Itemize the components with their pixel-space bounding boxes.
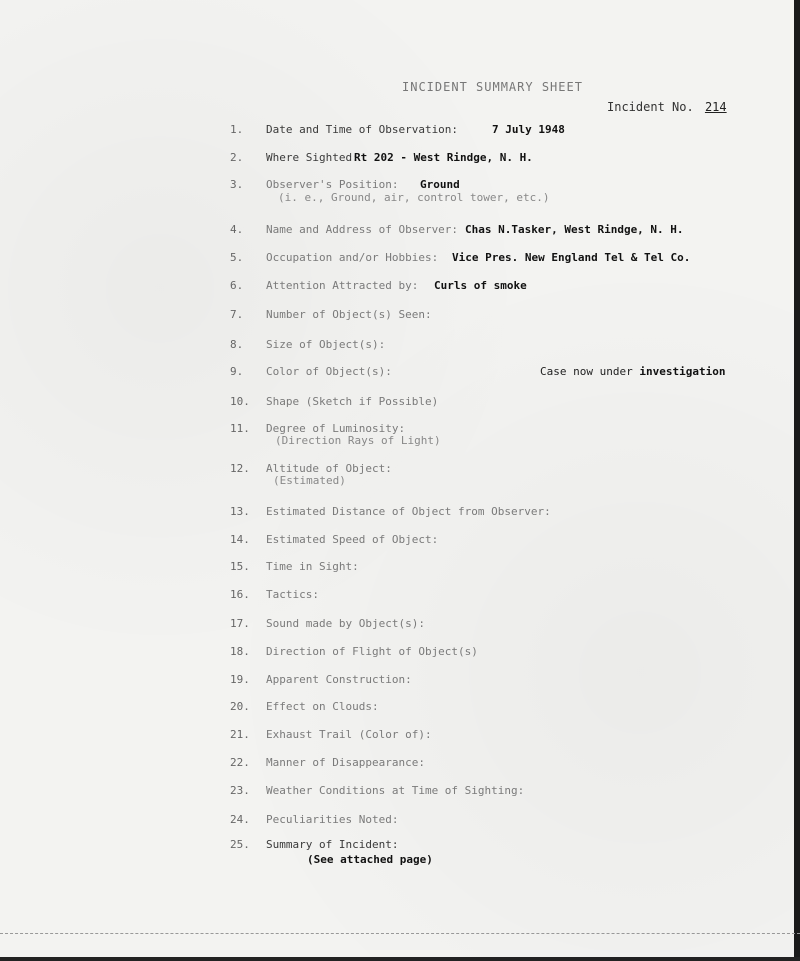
- item-number: 8.: [230, 338, 244, 351]
- item-subnote: (Estimated): [273, 474, 346, 487]
- item-number: 19.: [230, 673, 250, 686]
- incident-number: 214: [704, 100, 727, 114]
- item-number: 14.: [230, 533, 250, 546]
- item-number: 5.: [230, 251, 244, 264]
- summary-subnote: (See attached page): [307, 853, 433, 866]
- incident-label: Incident No.: [607, 100, 694, 114]
- item-label: Manner of Disappearance:: [266, 756, 425, 769]
- item-number: 24.: [230, 813, 250, 826]
- page-title: INCIDENT SUMMARY SHEET: [402, 80, 583, 94]
- item-label: Where Sighted:: [266, 151, 359, 164]
- item-number: 23.: [230, 784, 250, 797]
- incident-number-block: [607, 100, 741, 114]
- scan-edge-bottom: [0, 957, 800, 961]
- item-number: 18.: [230, 645, 250, 658]
- side-note: [540, 365, 725, 378]
- item-value: Curls of smoke: [434, 279, 527, 292]
- item-subnote: (i. e., Ground, air, control tower, etc.): [278, 191, 550, 204]
- item-number: 17.: [230, 617, 250, 630]
- item-number: 6.: [230, 279, 244, 292]
- item-label: Date and Time of Observation:: [266, 123, 459, 136]
- side-note-prefix: Case now under: [540, 365, 640, 378]
- item-number: 10.: [230, 395, 250, 408]
- item-number: 2.: [230, 151, 244, 164]
- scan-edge-right: [794, 0, 800, 961]
- item-label: Estimated Speed of Object:: [266, 533, 439, 546]
- item-value: Vice Pres. New England Tel & Tel Co.: [452, 251, 691, 264]
- item-label: Color of Object(s):: [266, 365, 392, 378]
- item-label: Summary of Incident:: [266, 838, 399, 851]
- item-number: 11.: [230, 422, 250, 435]
- item-label: Tactics:: [266, 588, 319, 601]
- item-number: 4.: [230, 223, 244, 236]
- item-number: 16.: [230, 588, 250, 601]
- item-number: 15.: [230, 560, 250, 573]
- item-label: Apparent Construction:: [266, 673, 412, 686]
- item-label: Peculiarities Noted:: [266, 813, 399, 826]
- item-label: Occupation and/or Hobbies:: [266, 251, 439, 264]
- item-label: Effect on Clouds:: [266, 700, 379, 713]
- item-label: Exhaust Trail (Color of):: [266, 728, 432, 741]
- item-value: 7 July 1948: [492, 123, 565, 136]
- item-label: Direction of Flight of Object(s): [266, 645, 478, 658]
- item-label: Altitude of Object:: [266, 462, 392, 475]
- item-value: Ground: [420, 178, 460, 191]
- item-number: 13.: [230, 505, 250, 518]
- item-label: Sound made by Object(s):: [266, 617, 425, 630]
- item-label: Degree of Luminosity:: [266, 422, 406, 435]
- item-label: Observer's Position:: [266, 178, 399, 191]
- item-number: 9.: [230, 365, 244, 378]
- item-label: Number of Object(s) Seen:: [266, 308, 432, 321]
- item-number: 1.: [230, 123, 244, 136]
- side-note-emph: investigation: [639, 365, 726, 378]
- item-label: Size of Object(s):: [266, 338, 386, 351]
- item-number: 20.: [230, 700, 250, 713]
- item-number: 21.: [230, 728, 250, 741]
- item-value: Rt 202 - West Rindge, N. H.: [354, 151, 533, 164]
- item-label: Shape (Sketch if Possible): [266, 395, 439, 408]
- scan-artifact-line: [0, 933, 800, 934]
- item-label: Attention Attracted by:: [266, 279, 419, 292]
- item-label: Name and Address of Observer:: [266, 223, 459, 236]
- item-number: 3.: [230, 178, 244, 191]
- item-subnote: (Direction Rays of Light): [275, 434, 441, 447]
- item-number: 22.: [230, 756, 250, 769]
- item-number: 12.: [230, 462, 250, 475]
- item-label: Estimated Distance of Object from Observer:: [266, 505, 551, 518]
- item-number: 25.: [230, 838, 250, 851]
- item-label: Time in Sight:: [266, 560, 359, 573]
- item-value: Chas N.Tasker, West Rindge, N. H.: [465, 223, 684, 236]
- item-label: Weather Conditions at Time of Sighting:: [266, 784, 525, 797]
- item-number: 7.: [230, 308, 244, 321]
